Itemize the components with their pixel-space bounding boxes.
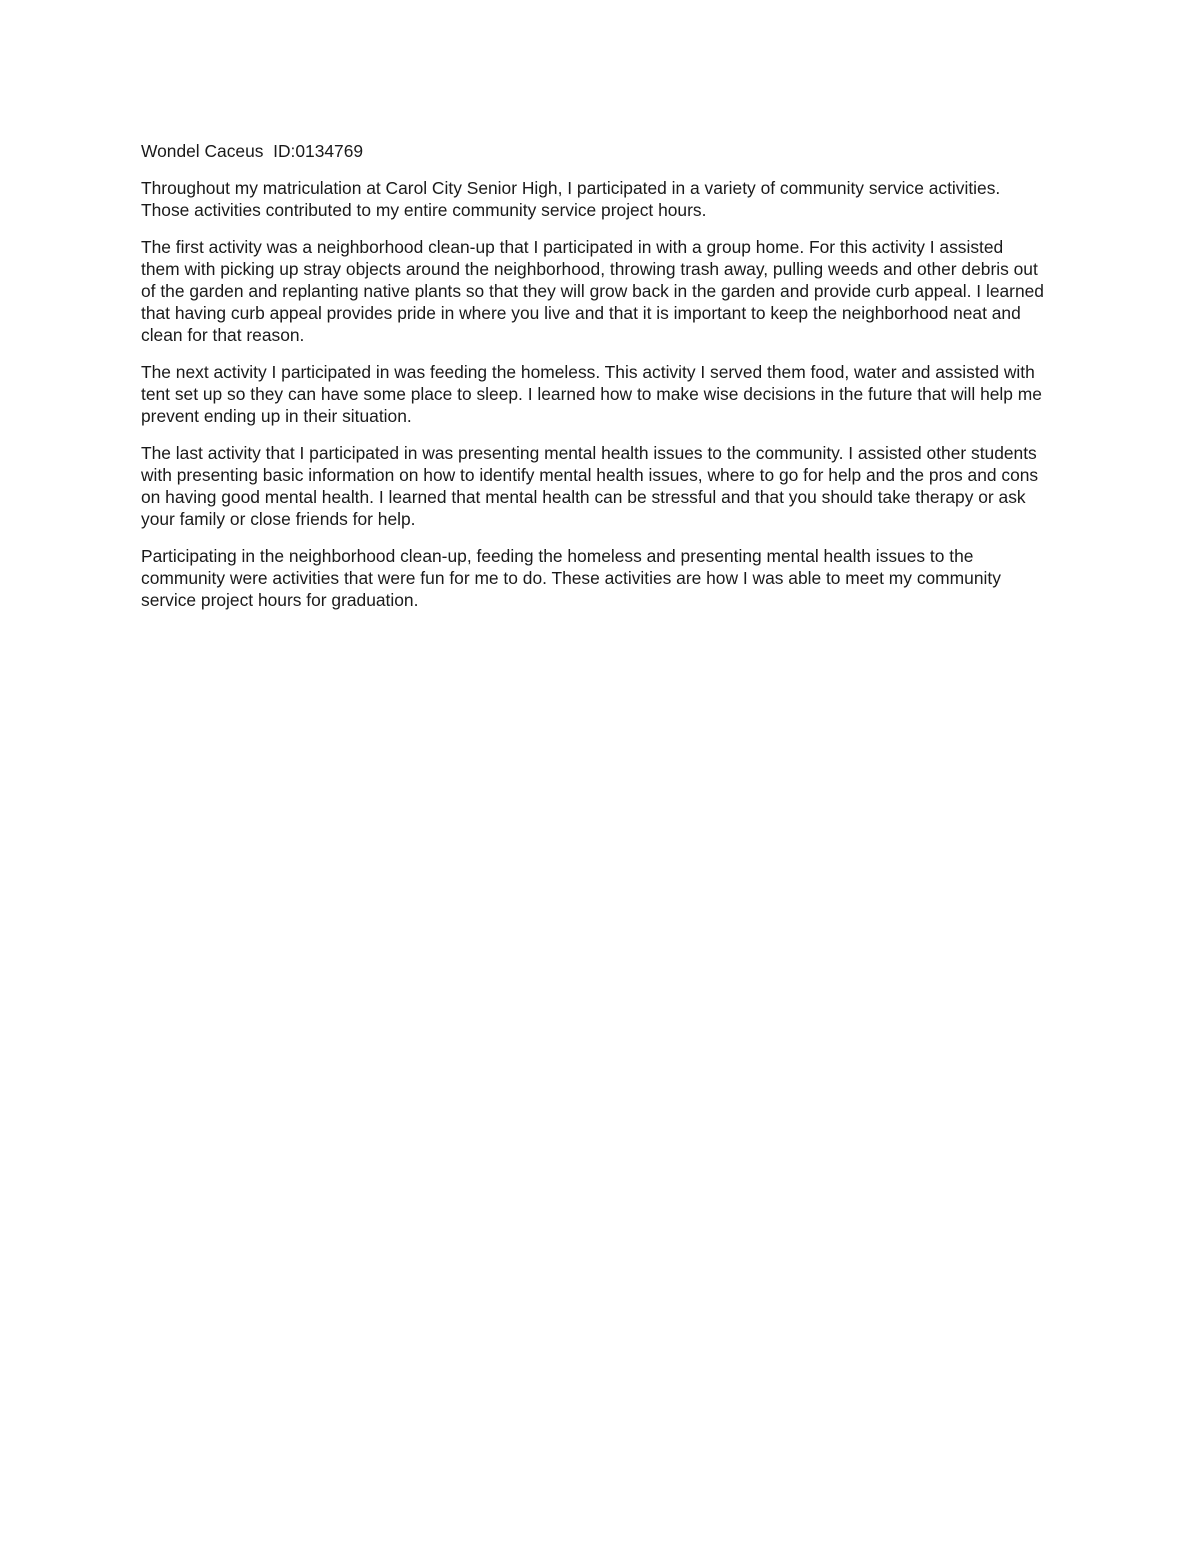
author-name: Wondel Caceus — [141, 141, 264, 161]
document-body — [141, 140, 1066, 626]
paragraph-line: with presenting basic information on how to identify mental health issues, where to go for help and the pros and cons — [141, 465, 1039, 485]
paragraph-cleanup — [141, 236, 1066, 346]
author-header — [141, 140, 1066, 162]
paragraph-line: tent set up so they can have some place to sleep. I learned how to make wise decisions in the future that will help me — [141, 384, 1042, 404]
paragraph-line: Those activities contributed to my entire community service project hours. — [141, 200, 707, 220]
paragraph-line: that having curb appeal provides pride in where you live and that it is important to keep the neighborhood neat and — [141, 303, 1021, 323]
paragraph-line: of the garden and replanting native plants so that they will grow back in the garden and provide curb appeal. I learned — [141, 281, 1044, 301]
paragraph-line: Throughout my matriculation at Carol City Senior High, I participated in a variety of community service activities. — [141, 178, 1001, 198]
paragraph-line: The next activity I participated in was feeding the homeless. This activity I served them food, water and assisted with — [141, 362, 1035, 382]
paragraph-line: on having good mental health. I learned that mental health can be stressful and that you should take therapy or ask — [141, 487, 1026, 507]
paragraph-line: them with picking up stray objects around the neighborhood, throwing trash away, pulling weeds and other debris out — [141, 259, 1038, 279]
paragraph-homeless — [141, 361, 1066, 427]
paragraph-line: clean for that reason. — [141, 325, 305, 345]
paragraph-mental-health — [141, 442, 1066, 530]
paragraph-line: Participating in the neighborhood clean-up, feeding the homeless and presenting mental health issues to the — [141, 546, 974, 566]
paragraph-line: prevent ending up in their situation. — [141, 406, 412, 426]
paragraph-line: community were activities that were fun for me to do. These activities are how I was able to meet my community — [141, 568, 1001, 588]
paragraph-line: The last activity that I participated in was presenting mental health issues to the community. I assisted other students — [141, 443, 1037, 463]
paragraph-intro — [141, 177, 1066, 221]
student-id: ID:0134769 — [273, 141, 364, 161]
paragraph-line: service project hours for graduation. — [141, 590, 419, 610]
paragraph-line: your family or close friends for help. — [141, 509, 416, 529]
paragraph-line: The first activity was a neighborhood clean-up that I participated in with a group home. For this activity I assisted — [141, 237, 1004, 257]
paragraph-conclusion — [141, 545, 1066, 611]
